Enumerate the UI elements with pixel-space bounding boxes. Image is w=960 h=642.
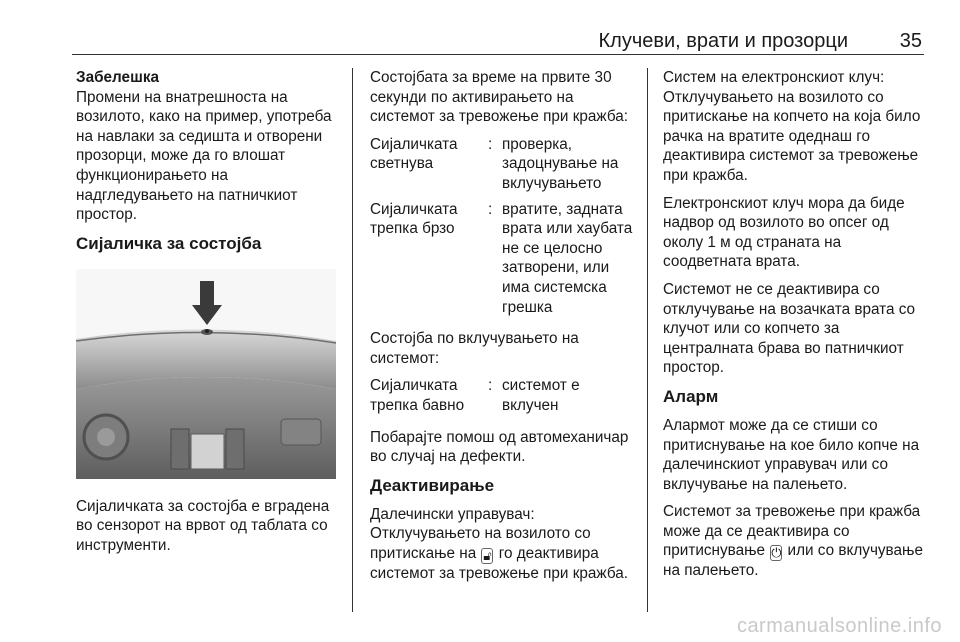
help-text: Побарајте помош од автомеханичар во случај на дефекти.	[370, 428, 629, 466]
column-2	[370, 68, 640, 591]
status-term: Сијаличката светнува	[370, 135, 458, 173]
dashboard-illustration-svg	[76, 269, 336, 479]
status-separator: :	[488, 135, 493, 153]
alarm-deactivate-text	[663, 502, 931, 581]
after-activation-text: Состојба по вклучувањето на системот:	[370, 330, 579, 367]
not-deactivated-text: Системот не се деактивира со отклучување на возачката врата со клучот или со копчето за централната брава во патничкиот простор.	[663, 280, 916, 377]
key-range-text: Електронскиот клуч мора да биде надвор од возилото во опсег од околу 1 м од страната на соодветната врата.	[663, 194, 905, 271]
status-row	[370, 200, 640, 318]
page-header	[0, 30, 960, 60]
status-row	[370, 376, 640, 415]
status-separator: :	[488, 200, 493, 218]
status-description: системот е вклучен	[502, 377, 580, 414]
note-text: Промени на внатрешноста на возилото, како на пример, употреба на навлаки за седишта и отворени прозорци, може да го влошат функционирањето на надгледувањето на патничкиот простор.	[76, 88, 332, 224]
deactivation-text-part: го деактивира системот за тревожење при кражба.	[370, 544, 629, 582]
alarm-silence-text: Алармот може да се стиши со притиснување на кое било копче на далечинскиот управувач или со вклучување на палењето.	[663, 416, 920, 493]
dashboard-sensor-illustration	[76, 269, 336, 479]
status-term: Сијаличката трепка брзо	[370, 200, 458, 238]
note-title: Забелешка	[76, 69, 159, 86]
alarm-text-part: Системот за тревожење при кражба може да се деактивира со притиснување	[663, 503, 921, 560]
status-term: Сијаличката трепка бавно	[370, 377, 465, 414]
alarm-text-part: или со вклучување на палењето.	[663, 542, 923, 580]
unlock-icon: 🔓︎	[483, 547, 492, 563]
deactivation-text-part: Далечински управувач: Отклучувањето на возилото со притискање на	[370, 505, 591, 562]
section-title-status-lamp: Сијаличка за состојба	[76, 233, 262, 253]
header-divider	[72, 54, 924, 55]
start-stop-icon: ⏻	[771, 545, 782, 561]
status-row	[370, 135, 640, 194]
status-description: проверка, задоцнување на вклучувањето	[502, 135, 619, 192]
status-separator: :	[488, 377, 493, 395]
electronic-key-text: Систем на електронскиот клуч: Отклучувањето на возилото со притискање на копчето на која било рачка на вратите одеднаш го деактивира системот за тревожење при кражба.	[663, 69, 921, 184]
watermark: carmanualsonline.info	[736, 615, 942, 637]
column-divider	[647, 68, 648, 612]
section-title-alarm: Аларм	[663, 386, 719, 406]
status-description: вратите, задната врата или хаубата не се целосно затворени, или има системска грешка	[502, 200, 633, 316]
section-title-deactivation: Деактивирање	[370, 475, 495, 495]
column-divider	[352, 68, 353, 612]
page-title: Клучеви, врати и прозорци	[598, 30, 848, 52]
status-intro-text: Состојбата за време на првите 30 секунди по активирањето на системот за тревожење при кражба:	[370, 69, 629, 126]
figure-caption: Сијаличката за состојба е вградена во сензорот на врвот од таблата со инструменти.	[76, 497, 330, 554]
column-3	[663, 68, 931, 589]
column-1	[76, 68, 346, 564]
page-number: 35	[899, 30, 922, 52]
deactivation-text	[370, 505, 640, 584]
